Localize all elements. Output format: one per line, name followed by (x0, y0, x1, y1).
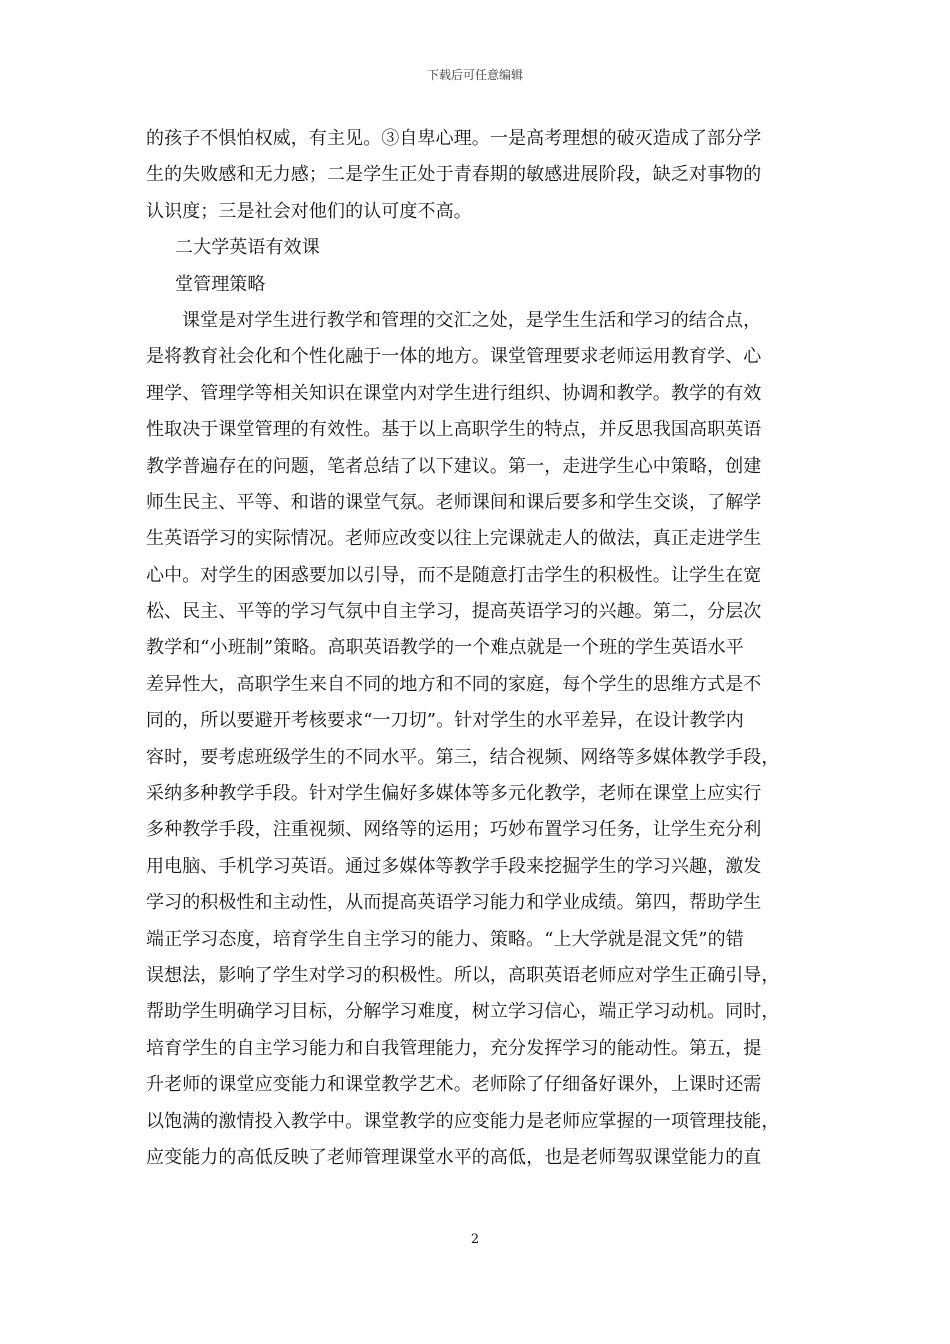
text-line: 多种教学手段，注重视频、网络等的运用；巧妙布置学习任务，让学生充分利 (146, 819, 762, 841)
page-number: 2 (470, 1232, 480, 1247)
text-line: 用电脑、手机学习英语。通过多媒体等教学手段来挖掘学生的学习兴趣，激发 (146, 855, 762, 877)
text-line: 帮助学生明确学习目标，分解学习难度，树立学习信心，端正学习动机。同时， (146, 1001, 780, 1023)
paragraph-1 (146, 121, 811, 230)
text-line: 采纳多种教学手段。针对学生偏好多媒体等多元化教学，老师在课堂上应实行 (146, 783, 762, 805)
text-line: 学习的积极性和主动性，从而提高英语学习能力和学业成绩。第四，帮助学生 (146, 892, 762, 914)
text-line: 心中。对学生的困惑要加以引导，而不是随意打击学生的积极性。让学生在宽 (146, 564, 762, 586)
text-line: 性取决于课堂管理的有效性。基于以上高职学生的特点，并反思我国高职英语 (146, 419, 762, 441)
text-line: 容时，要考虑班级学生的不同水平。第三，结合视频、网络等多媒体教学手段， (146, 746, 780, 768)
document-body (146, 121, 811, 1176)
text-line: 差异性大，高职学生来自不同的地方和不同的家庭，每个学生的思维方式是不 (146, 673, 762, 695)
page-header: 下载后可任意编辑 (426, 68, 523, 82)
text-line: 师生民主、平等、和谐的课堂气氛。老师课间和课后要多和学生交谈，了解学 (146, 491, 762, 513)
text-line: 教学和“小班制”策略。高职英语教学的一个难点就是一个班的学生英语水平 (146, 637, 744, 659)
text-line: 升老师的课堂应变能力和课堂教学艺术。老师除了仔细备好课外，上课时还需 (146, 1074, 762, 1096)
text-line: 同的，所以要避开考核要求“一刀切”。针对学生的水平差异，在设计教学内 (146, 710, 744, 732)
text-line: 课堂是对学生进行教学和管理的交汇之处，是学生生活和学习的结合点， (182, 309, 762, 331)
text-line: 松、民主、平等的学习气氛中自主学习，提高英语学习的兴趣。第二，分层次 (146, 601, 762, 623)
text-line: 生的失败感和无力感；二是学生正处于青春期的敏感进展阶段，缺乏对事物的 (146, 164, 762, 186)
text-line: 认识度；三是社会对他们的认可度不高。 (146, 200, 472, 222)
section-heading-line-1: 二大学英语有效课 (175, 237, 320, 259)
text-line: 以饱满的激情投入教学中。课堂教学的应变能力是老师应掌握的一项管理技能， (146, 1110, 780, 1132)
text-line: 理学、管理学等相关知识在课堂内对学生进行组织、协调和教学。教学的有效 (146, 382, 762, 404)
text-line: 生英语学习的实际情况。老师应改变以往上完课就走人的做法，真正走进学生 (146, 528, 762, 550)
text-line: 是将教育社会化和个性化融于一体的地方。课堂管理要求老师运用教育学、心 (146, 346, 762, 368)
text-line: 误想法，影响了学生对学习的积极性。所以，高职英语老师应对学生正确引导， (146, 964, 780, 986)
text-line: 应变能力的高低反映了老师管理课堂水平的高低，也是老师驾驭课堂能力的直 (146, 1146, 762, 1168)
text-line: 的孩子不惧怕权威，有主见。③自卑心理。一是高考理想的破灭造成了部分学 (146, 128, 762, 149)
paragraph-2 (146, 303, 811, 1176)
text-line: 培育学生的自主学习能力和自我管理能力，充分发挥学习的能动性。第五，提 (146, 1037, 762, 1059)
text-line: 端正学习态度，培育学生自主学习的能力、策略。“上大学就是混文凭”的错 (146, 928, 744, 950)
text-line: 教学普遍存在的问题，笔者总结了以下建议。第一，走进学生心中策略，创建 (146, 455, 762, 477)
section-heading-line-2: 堂管理策略 (175, 273, 266, 295)
